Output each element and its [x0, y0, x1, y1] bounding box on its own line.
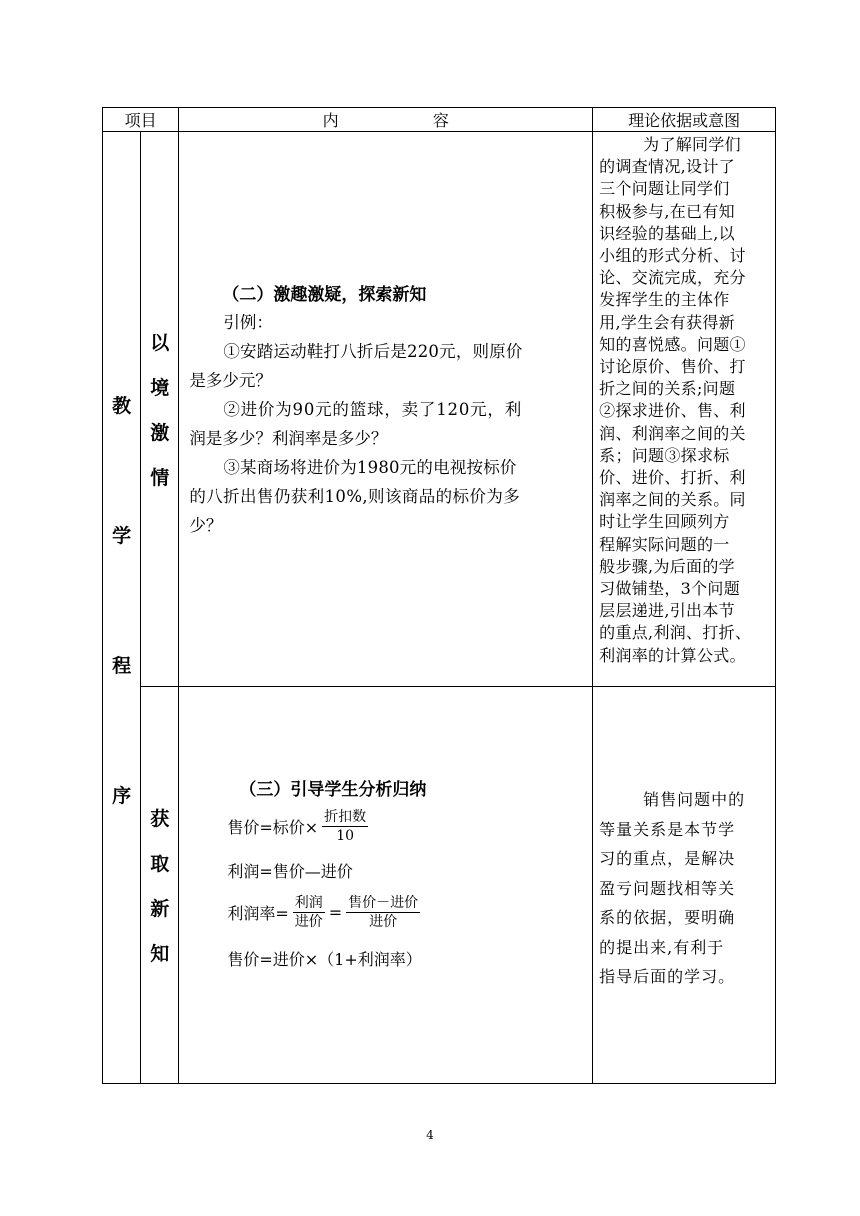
fraction-price-diff-over-cost — [346, 894, 420, 931]
rationale-line: 习做铺垫，3个问题 — [599, 579, 741, 599]
rationale-line: 的调查情况,设计了 — [599, 157, 735, 177]
stage-char: 程 — [112, 655, 132, 677]
rationale-line: 程解实际问题的一 — [599, 534, 730, 554]
rationale-line: 为了解同学们 — [643, 135, 741, 154]
rationale-text-1 — [593, 132, 775, 667]
stage-cell — [103, 132, 141, 1084]
question-1-line-2: 是多少元？ — [189, 371, 272, 390]
rationale-line: 指导后面的学习。 — [599, 967, 736, 986]
header-row — [103, 108, 776, 132]
header-content-left: 内 — [322, 111, 339, 130]
rationale-line: 系；问题③探求标 — [599, 445, 730, 465]
fraction-profit-over-cost — [293, 894, 325, 931]
formula-profit-rate — [227, 894, 586, 931]
rationale-line: 识经验的基础上,以 — [599, 223, 735, 243]
header-item: 项目 — [103, 108, 179, 132]
formula-price-from-cost: 售价=进价×（1+利润率） — [227, 950, 422, 969]
header-content-right: 容 — [432, 111, 449, 130]
rationale-line: 折之间的关系;问题 — [599, 379, 736, 399]
fraction-numerator: 售价－进价 — [348, 895, 419, 911]
label-char: 情 — [150, 467, 170, 489]
formula-1-left: 售价=标价× — [227, 818, 319, 837]
row2-content — [179, 687, 593, 1084]
label-char: 获 — [150, 808, 170, 830]
header-content — [179, 108, 593, 132]
rationale-line: 销售问题中的 — [643, 790, 746, 809]
section-title-3: （三）引导学生分析归纳 — [239, 780, 427, 800]
stage-char: 教 — [112, 395, 132, 417]
intro-label: 引例： — [223, 313, 273, 332]
fraction-denominator: 进价 — [294, 914, 323, 930]
label-char: 取 — [150, 853, 170, 875]
label-char: 以 — [150, 332, 170, 354]
rationale-line: 用,学生会有获得新 — [599, 312, 735, 332]
rationale-line: 知的喜悦感。问题① — [599, 334, 746, 354]
question-3-line-1: ③某商场将进价为1980元的电视按标价 — [223, 458, 517, 477]
section-title-2: （二）激趣激疑，探索新知 — [222, 285, 427, 305]
formula-profit: 利润=售价—进价 — [227, 862, 353, 881]
question-3-line-3: 少？ — [189, 516, 223, 535]
rationale-line: 等量关系是本节学 — [599, 819, 736, 839]
rationale-line: 般步骤,为后面的学 — [599, 556, 735, 576]
rationale-line: 积极参与,在已有知 — [599, 201, 735, 221]
rationale-line: 三个问题让同学们 — [599, 179, 730, 199]
row2-rationale — [593, 687, 776, 1084]
rationale-line: 习的重点，是解决 — [599, 849, 736, 868]
question-2-line-2: 润是多少？利润率是多少？ — [189, 429, 388, 448]
rationale-line: 利润率的计算公式。 — [599, 645, 746, 665]
rationale-line: 润、利润率之间的关 — [599, 423, 746, 443]
row2-label — [141, 687, 178, 977]
rationale-line: 小组的形式分析、讨 — [599, 246, 746, 266]
question-1-line-1: ①安踏运动鞋打八折后是220元，则原价 — [223, 342, 523, 361]
fraction-denominator: 进价 — [369, 914, 398, 930]
rationale-line: 盈亏问题找相等关 — [599, 878, 736, 898]
fraction-denominator: 10 — [336, 828, 355, 844]
rationale-line: 润率之间的关系。同 — [599, 490, 746, 510]
row1-label-cell — [141, 132, 179, 687]
fraction-numerator: 利润 — [294, 895, 323, 911]
row2-label-cell — [141, 687, 179, 1084]
formula-selling-price — [227, 808, 586, 845]
row-situation — [103, 132, 776, 687]
fraction-numerator: 折扣数 — [324, 809, 367, 825]
label-char: 激 — [150, 422, 170, 444]
question-2-line-1: ②进价为90元的篮球，卖了120元，利 — [223, 400, 523, 419]
rationale-text-2 — [593, 687, 775, 992]
header-rationale: 理论依据或意图 — [593, 108, 776, 132]
rationale-line: 时让学生回顾列方 — [599, 512, 730, 532]
rationale-line: ②探求进价、售、利 — [599, 401, 746, 421]
rationale-line: 论、交流完成，充分 — [599, 268, 746, 288]
rationale-line: 发挥学生的主体作 — [599, 290, 730, 310]
formula-3-left: 利润率= — [227, 904, 289, 923]
equals-sign: = — [328, 903, 343, 922]
stage-char: 学 — [112, 525, 132, 547]
fraction-discount — [322, 808, 368, 845]
label-char: 境 — [150, 377, 170, 399]
row1-label — [141, 132, 178, 501]
row-new-knowledge — [103, 687, 776, 1084]
rationale-line: 层层递进,引出本节 — [599, 601, 735, 621]
lesson-plan-table — [102, 107, 776, 1084]
rationale-line: 的提出来,有利于 — [599, 937, 725, 957]
stage-char: 序 — [112, 785, 132, 807]
rationale-line: 系的依据，要明确 — [599, 908, 736, 927]
stage-label — [103, 132, 140, 819]
rationale-line: 讨论原价、售价、打 — [599, 357, 746, 377]
page-number: 4 — [426, 1128, 434, 1142]
row1-rationale — [593, 132, 776, 687]
label-char: 知 — [150, 943, 170, 965]
rationale-line: 的重点,利润、打折、 — [599, 623, 752, 643]
question-3-line-2: 的八折出售仍获利10%,则该商品的标价为多 — [189, 487, 521, 506]
label-char: 新 — [150, 898, 170, 920]
row1-content — [179, 132, 593, 687]
rationale-line: 价、进价、打折、利 — [599, 468, 746, 488]
